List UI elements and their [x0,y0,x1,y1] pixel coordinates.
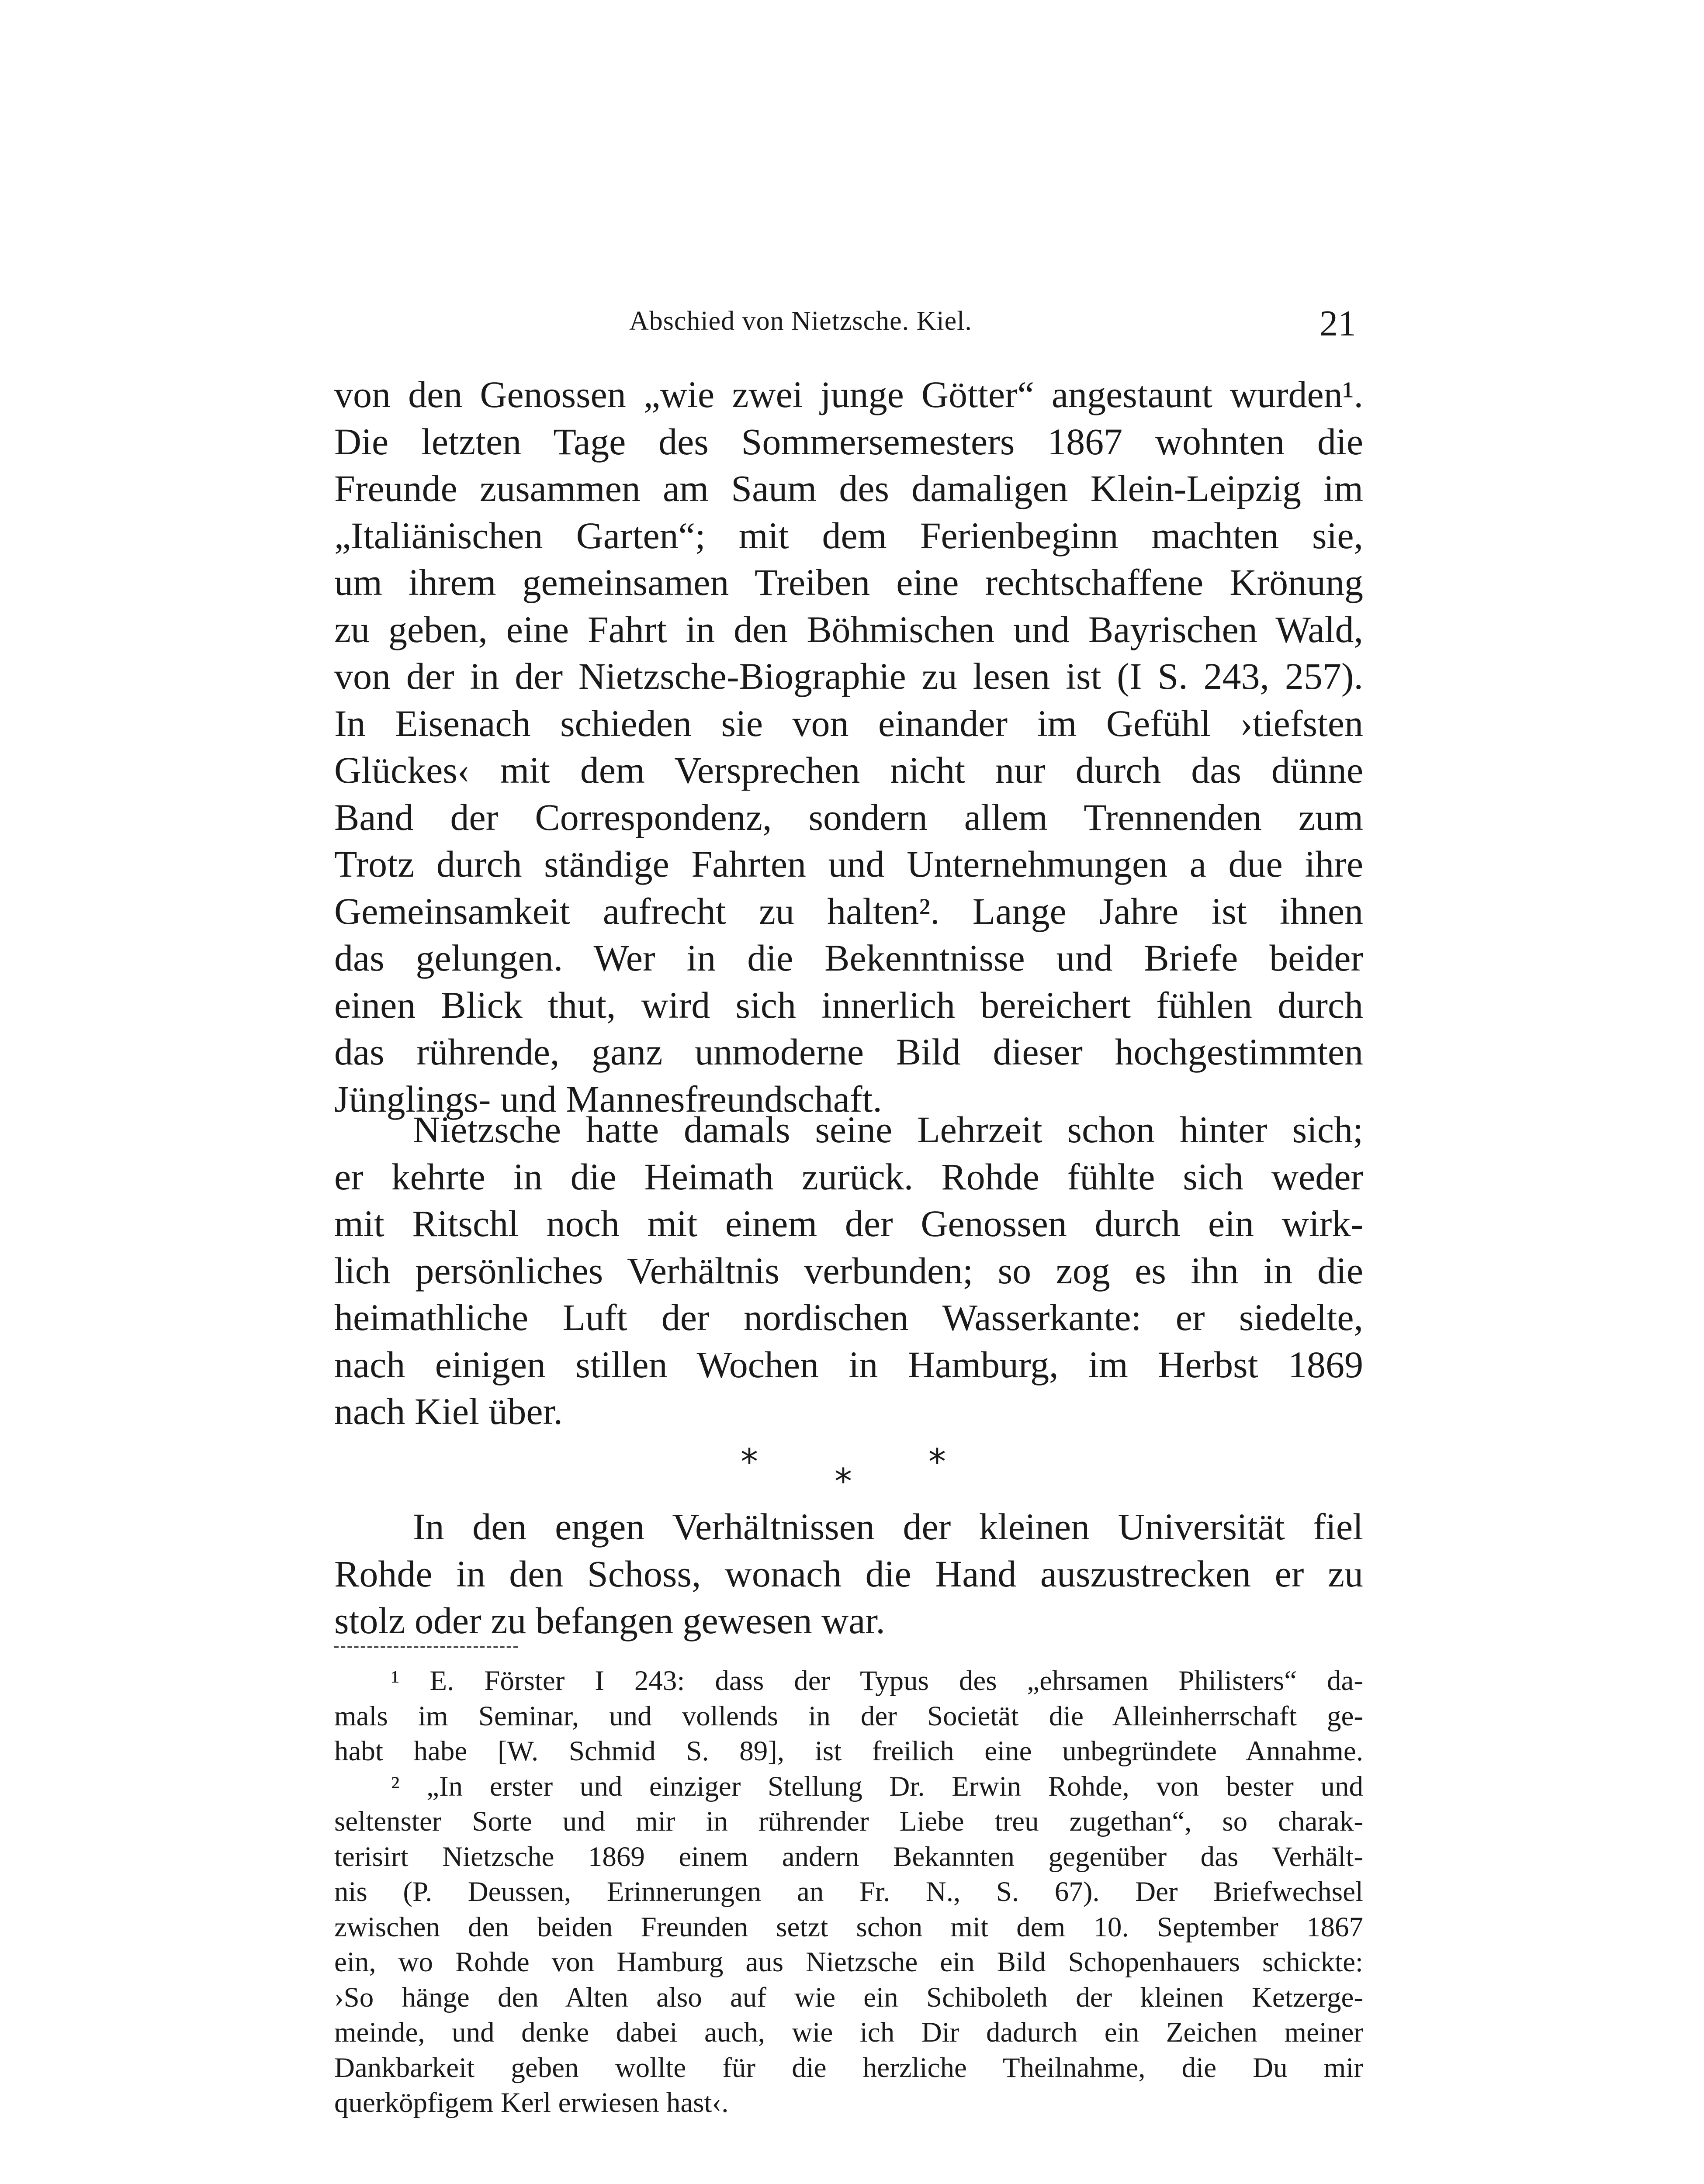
footnote-rule [334,1646,518,1648]
text-line: Gemeinsamkeit aufrecht zu halten². Lange Jahre ist ihnen [334,890,1363,932]
footnote-line: meinde, und denke dabei auch, wie ich Dir dadurch ein Zeichen meiner [334,2017,1363,2048]
text-line: Trotz durch ständige Fahrten und Unternehmungen a due ihre [334,843,1363,885]
footnote-line: Dankbarkeit geben wollte für die herzliche Theilnahme, die Du mir [334,2052,1363,2084]
text-line: Die letzten Tage des Sommersemesters 1867 wohnten die [334,420,1363,463]
footnote-line: ¹ E. Förster I 243: dass der Typus des „ehrsamen Philisters“ da- [391,1665,1363,1697]
paragraph-2 [334,1106,1363,1435]
footnote-line: querköpfigem Kerl erwiesen hast‹. [334,2087,729,2118]
text-line: stolz oder zu befangen gewesen war. [334,1600,885,1641]
paragraph-1 [334,371,1363,1123]
footnote-line: seltenster Sorte und mir in rührender Liebe treu zugethan“, so charak- [334,1806,1363,1837]
text-line: Rohde in den Schoss, wonach die Hand auszustrecken er zu [334,1552,1363,1595]
text-line: von den Genossen „wie zwei junge Götter“ angestaunt wurden¹. [334,373,1363,415]
footnotes [334,1663,1363,2121]
text-line: einen Blick thut, wird sich innerlich bereichert fühlen durch [334,984,1363,1026]
section-separator [723,1441,985,1503]
text-line: Jünglings- und Mannesfreundschaft. [334,1078,882,1120]
text-line: Glückes‹ mit dem Versprechen nicht nur durch das dünne [334,749,1363,791]
footnote-line: ›So hänge den Alten also auf wie ein Schiboleth der kleinen Ketzerge- [334,1981,1363,2013]
footnote-line: mals im Seminar, und vollends in der Societät die Alleinherrschaft ge- [334,1700,1363,1732]
footnote-line: ² „In erster und einziger Stellung Dr. Erwin Rohde, von bester und [391,1770,1363,1802]
footnote-line: nis (P. Deussen, Erinnerungen an Fr. N., S. 67). Der Briefwechsel [334,1876,1363,1908]
running-head: Abschied von Nietzsche. Kiel. [629,306,972,336]
asterisk: * [835,1461,852,1502]
text-line: von der in der Nietzsche-Biographie zu lesen ist (I S. 243, 257). [334,655,1363,697]
text-line: nach Kiel über. [334,1390,563,1432]
text-line: mit Ritschl noch mit einem der Genossen durch ein wirk- [334,1203,1363,1244]
text-line: er kehrte in die Heimath zurück. Rohde fühlte sich weder [334,1155,1363,1198]
text-line: das gelungen. Wer in die Bekenntnisse und Briefe beider [334,937,1363,979]
text-line: um ihrem gemeinsamen Treiben eine rechtschaffene Krönung [334,561,1363,603]
text-line: heimathliche Luft der nordischen Wasserkante: er siedelte, [334,1296,1363,1338]
text-line: Band der Correspondenz, sondern allem Trennenden zum [334,796,1363,838]
asterisk: * [928,1441,946,1482]
footnote-1 [334,1663,1363,1769]
text-line: In den engen Verhältnissen der kleinen Universität fiel [413,1506,1363,1548]
footnote-line: ein, wo Rohde von Hamburg aus Nietzsche ein Bild Schopenhauers schickte: [334,1946,1363,1978]
asterisk: * [741,1441,758,1482]
paragraph-3 [334,1503,1363,1645]
text-line: das rührende, ganz unmoderne Bild dieser hochgestimmten [334,1031,1363,1073]
text-line: zu geben, eine Fahrt in den Böhmischen und Bayrischen Wald, [334,608,1363,650]
footnote-line: terisirt Nietzsche 1869 einem andern Bekannten gegenüber das Verhält- [334,1841,1363,1873]
text-line: nach einigen stillen Wochen in Hamburg, im Herbst 1869 [334,1343,1363,1386]
footnote-line: habt habe [W. Schmid S. 89], ist freilich eine unbegründete Annahme. [334,1735,1363,1767]
text-line: „Italiänischen Garten“; mit dem Ferienbeginn machten sie, [334,514,1363,556]
page-number: 21 [1320,303,1356,344]
text-line: In Eisenach schieden sie von einander im Gefühl ›tiefsten [334,702,1363,744]
text-line: Freunde zusammen am Saum des damaligen Klein-Leipzig im [334,467,1363,509]
footnote-line: zwischen den beiden Freunden setzt schon mit dem 10. September 1867 [334,1911,1363,1943]
text-line: lich persönliches Verhältnis verbunden; so zog es ihn in die [334,1249,1363,1292]
footnote-2 [334,1769,1363,2121]
text-line: Nietzsche hatte damals seine Lehrzeit schon hinter sich; [413,1109,1363,1151]
